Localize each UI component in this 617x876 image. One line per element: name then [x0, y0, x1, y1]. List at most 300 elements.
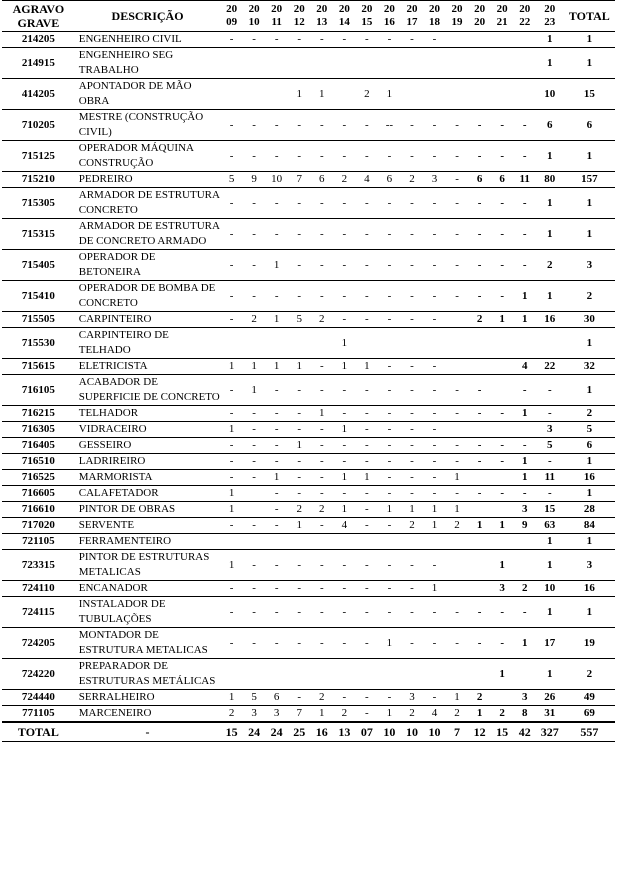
year-value: - — [401, 438, 424, 454]
year-value: 3 — [243, 706, 266, 723]
table-row — [2, 690, 615, 706]
year-value: - — [333, 281, 356, 312]
year-value: - — [468, 406, 491, 422]
year-value: - — [265, 486, 288, 502]
year-value — [491, 328, 514, 359]
year-value: - — [401, 375, 424, 406]
total-year-value: 15 — [491, 722, 514, 742]
year-value — [491, 48, 514, 79]
year-value — [468, 502, 491, 518]
year-value — [468, 359, 491, 375]
year-value: 9 — [243, 172, 266, 188]
agravo-code: 715315 — [2, 219, 75, 250]
year-value: 1 — [311, 79, 334, 110]
year-value: 1 — [536, 597, 564, 628]
year-value: - — [468, 141, 491, 172]
year-value: - — [446, 172, 469, 188]
year-value: 2 — [468, 690, 491, 706]
year-value: - — [243, 628, 266, 659]
year-value: - — [378, 406, 401, 422]
row-total: 1 — [564, 141, 615, 172]
agravo-code: 715405 — [2, 250, 75, 281]
agravo-code: 724205 — [2, 628, 75, 659]
year-value — [468, 48, 491, 79]
agravo-code: 716105 — [2, 375, 75, 406]
header-year: 20 12 — [288, 1, 311, 32]
year-value: -- — [378, 110, 401, 141]
year-value: 7 — [288, 706, 311, 723]
year-value: 1 — [401, 502, 424, 518]
year-value: 80 — [536, 172, 564, 188]
year-value: - — [243, 518, 266, 534]
table-row — [2, 32, 615, 48]
year-value: 7 — [288, 172, 311, 188]
year-value: - — [288, 690, 311, 706]
year-value — [491, 470, 514, 486]
year-value: - — [220, 406, 243, 422]
year-value: - — [423, 219, 446, 250]
year-value — [243, 48, 266, 79]
year-value — [243, 328, 266, 359]
year-value: - — [220, 312, 243, 328]
year-value: - — [423, 550, 446, 581]
year-value: - — [288, 250, 311, 281]
row-total: 30 — [564, 312, 615, 328]
year-value: 1 — [356, 470, 379, 486]
row-total: 28 — [564, 502, 615, 518]
year-value — [288, 534, 311, 550]
year-value: - — [311, 422, 334, 438]
year-value: 1 — [513, 312, 536, 328]
year-value: - — [491, 110, 514, 141]
total-year-value: 24 — [265, 722, 288, 742]
year-value: - — [491, 250, 514, 281]
year-value — [491, 422, 514, 438]
year-value: - — [288, 628, 311, 659]
occupation-description: FERRAMENTEIRO — [75, 534, 221, 550]
year-value: - — [243, 470, 266, 486]
year-value: - — [265, 141, 288, 172]
table-row — [2, 172, 615, 188]
total-desc: - — [75, 722, 221, 742]
year-value: 1 — [288, 438, 311, 454]
year-value: - — [220, 581, 243, 597]
year-value: 1 — [536, 659, 564, 690]
year-value: - — [265, 375, 288, 406]
year-value: 1 — [220, 502, 243, 518]
year-value: - — [468, 486, 491, 502]
year-value: - — [513, 375, 536, 406]
table-row — [2, 659, 615, 690]
year-value: 2 — [401, 706, 424, 723]
agravo-code: 716605 — [2, 486, 75, 502]
year-value: 1 — [311, 406, 334, 422]
year-value: - — [288, 486, 311, 502]
year-value: - — [378, 422, 401, 438]
year-value: 1 — [468, 518, 491, 534]
year-value: - — [513, 188, 536, 219]
year-value: - — [333, 141, 356, 172]
year-value: - — [423, 470, 446, 486]
row-total: 32 — [564, 359, 615, 375]
year-value: - — [288, 281, 311, 312]
year-value — [446, 359, 469, 375]
year-value: 11 — [536, 470, 564, 486]
year-value: - — [401, 250, 424, 281]
year-value: - — [265, 406, 288, 422]
occupation-table — [2, 0, 615, 742]
occupation-description: MARMORISTA — [75, 470, 221, 486]
year-value: 3 — [265, 706, 288, 723]
year-value: 5 — [243, 690, 266, 706]
agravo-code: 724440 — [2, 690, 75, 706]
header-year: 20 22 — [513, 1, 536, 32]
year-value: - — [265, 188, 288, 219]
year-value: - — [356, 502, 379, 518]
year-value — [311, 534, 334, 550]
year-value: - — [333, 690, 356, 706]
year-value: - — [378, 690, 401, 706]
year-value: 2 — [333, 172, 356, 188]
year-value: - — [243, 188, 266, 219]
year-value — [491, 32, 514, 48]
header-year: 20 19 — [446, 1, 469, 32]
year-value: - — [446, 486, 469, 502]
year-value: - — [423, 454, 446, 470]
year-value: - — [311, 32, 334, 48]
occupation-description: ENCANADOR — [75, 581, 221, 597]
year-value: - — [288, 141, 311, 172]
year-value — [288, 48, 311, 79]
year-value: 31 — [536, 706, 564, 723]
year-value: 1 — [536, 281, 564, 312]
year-value: - — [243, 281, 266, 312]
year-value: - — [265, 422, 288, 438]
year-value: - — [378, 454, 401, 470]
year-value — [401, 79, 424, 110]
year-value: 1 — [356, 359, 379, 375]
year-value: 2 — [513, 581, 536, 597]
table-row — [2, 375, 615, 406]
row-total: 6 — [564, 438, 615, 454]
agravo-code: 214205 — [2, 32, 75, 48]
year-value: - — [311, 454, 334, 470]
table-row — [2, 110, 615, 141]
year-value — [311, 48, 334, 79]
row-total: 1 — [564, 48, 615, 79]
year-value: - — [491, 281, 514, 312]
table-row — [2, 706, 615, 723]
year-value: 1 — [468, 706, 491, 723]
year-value: 2 — [491, 706, 514, 723]
year-value: 1 — [265, 470, 288, 486]
year-value: - — [356, 32, 379, 48]
year-value: - — [333, 550, 356, 581]
table-row — [2, 550, 615, 581]
year-value — [513, 79, 536, 110]
year-value: - — [378, 141, 401, 172]
table-row — [2, 359, 615, 375]
year-value: - — [356, 375, 379, 406]
year-value: 2 — [311, 502, 334, 518]
year-value: 1 — [491, 659, 514, 690]
occupation-description: TELHADOR — [75, 406, 221, 422]
year-value: - — [423, 188, 446, 219]
year-value — [468, 534, 491, 550]
year-value — [265, 534, 288, 550]
year-value: - — [243, 406, 266, 422]
year-value: 2 — [333, 706, 356, 723]
year-value: - — [243, 422, 266, 438]
row-total: 1 — [564, 328, 615, 359]
year-value: - — [288, 406, 311, 422]
year-value: - — [446, 454, 469, 470]
year-value: - — [288, 597, 311, 628]
agravo-code: 716405 — [2, 438, 75, 454]
table-row — [2, 518, 615, 534]
year-value: - — [356, 550, 379, 581]
year-value: 5 — [220, 172, 243, 188]
year-value: - — [333, 219, 356, 250]
year-value: - — [491, 438, 514, 454]
year-value: - — [243, 454, 266, 470]
total-year-value: 24 — [243, 722, 266, 742]
table-body — [2, 32, 615, 742]
year-value: - — [423, 312, 446, 328]
table-row — [2, 470, 615, 486]
year-value: - — [401, 406, 424, 422]
year-value — [265, 659, 288, 690]
occupation-description: OPERADOR MÁQUINA CONSTRUÇÃO — [75, 141, 221, 172]
year-value: - — [356, 188, 379, 219]
occupation-description: CALAFETADOR — [75, 486, 221, 502]
table-row — [2, 328, 615, 359]
occupation-description: OPERADOR DE BOMBA DE CONCRETO — [75, 281, 221, 312]
year-value — [378, 659, 401, 690]
year-value: - — [401, 32, 424, 48]
year-value: - — [265, 110, 288, 141]
year-value: - — [446, 110, 469, 141]
year-value: - — [468, 597, 491, 628]
table-row — [2, 534, 615, 550]
year-value: - — [423, 250, 446, 281]
year-value: - — [288, 188, 311, 219]
year-value: - — [468, 628, 491, 659]
year-value — [401, 659, 424, 690]
year-value: - — [265, 219, 288, 250]
year-value: 4 — [356, 172, 379, 188]
year-value: - — [356, 518, 379, 534]
year-value — [423, 659, 446, 690]
year-value: - — [468, 375, 491, 406]
year-value: 1 — [513, 406, 536, 422]
year-value: - — [220, 518, 243, 534]
year-value: 5 — [536, 438, 564, 454]
year-value: - — [423, 628, 446, 659]
year-value: - — [243, 110, 266, 141]
agravo-code: 715305 — [2, 188, 75, 219]
table-row — [2, 581, 615, 597]
year-value: 11 — [513, 172, 536, 188]
year-value: - — [311, 188, 334, 219]
table-row — [2, 486, 615, 502]
year-value: - — [220, 32, 243, 48]
year-value: - — [288, 422, 311, 438]
year-value: 1 — [243, 359, 266, 375]
year-value: - — [311, 359, 334, 375]
occupation-description: INSTALADOR DE TUBULAÇÕES — [75, 597, 221, 628]
year-value — [423, 48, 446, 79]
year-value: - — [378, 32, 401, 48]
year-value: - — [333, 312, 356, 328]
year-value: - — [378, 250, 401, 281]
year-value: - — [333, 486, 356, 502]
year-value: - — [220, 597, 243, 628]
table-row — [2, 628, 615, 659]
year-value — [513, 550, 536, 581]
year-value: - — [311, 486, 334, 502]
year-value: - — [333, 375, 356, 406]
agravo-code: 723315 — [2, 550, 75, 581]
occupation-description: PEDREIRO — [75, 172, 221, 188]
year-value — [513, 48, 536, 79]
year-value: 1 — [333, 502, 356, 518]
year-value: - — [401, 281, 424, 312]
year-value: - — [333, 628, 356, 659]
year-value: - — [491, 628, 514, 659]
year-value: - — [311, 470, 334, 486]
year-value — [243, 659, 266, 690]
row-total: 19 — [564, 628, 615, 659]
year-value: - — [356, 690, 379, 706]
year-value: - — [401, 550, 424, 581]
year-value: 1 — [378, 706, 401, 723]
year-value: - — [243, 250, 266, 281]
year-value: - — [265, 438, 288, 454]
year-value: 1 — [333, 470, 356, 486]
year-value: - — [378, 281, 401, 312]
year-value: 1 — [513, 470, 536, 486]
year-value: - — [536, 406, 564, 422]
year-value: - — [378, 438, 401, 454]
occupation-description: CARPINTEIRO DE TELHADO — [75, 328, 221, 359]
year-value: - — [356, 597, 379, 628]
year-value: 1 — [536, 534, 564, 550]
header-year: 20 23 — [536, 1, 564, 32]
year-value: - — [378, 486, 401, 502]
year-value: - — [378, 219, 401, 250]
year-value — [220, 79, 243, 110]
year-value: - — [401, 470, 424, 486]
year-value: - — [423, 375, 446, 406]
year-value: - — [333, 438, 356, 454]
year-value — [446, 581, 469, 597]
year-value — [513, 422, 536, 438]
year-value: - — [243, 550, 266, 581]
year-value — [513, 534, 536, 550]
year-value: - — [401, 454, 424, 470]
year-value — [536, 328, 564, 359]
year-value: - — [220, 375, 243, 406]
year-value: - — [423, 690, 446, 706]
total-label: TOTAL — [2, 722, 75, 742]
year-value — [491, 375, 514, 406]
occupation-description: MARCENEIRO — [75, 706, 221, 723]
row-total: 1 — [564, 534, 615, 550]
occupation-description: CARPINTEIRO — [75, 312, 221, 328]
year-value: - — [378, 312, 401, 328]
occupation-description: SERVENTE — [75, 518, 221, 534]
year-value — [446, 48, 469, 79]
total-year-value: 42 — [513, 722, 536, 742]
agravo-code: 716510 — [2, 454, 75, 470]
year-value: - — [311, 250, 334, 281]
year-value: 2 — [311, 690, 334, 706]
year-value: - — [423, 141, 446, 172]
year-value — [378, 328, 401, 359]
row-total: 6 — [564, 110, 615, 141]
agravo-code: 715530 — [2, 328, 75, 359]
year-value — [243, 534, 266, 550]
year-value: - — [401, 141, 424, 172]
grand-total: 557 — [564, 722, 615, 742]
year-value — [265, 48, 288, 79]
year-value: 16 — [536, 312, 564, 328]
header-year: 20 16 — [378, 1, 401, 32]
year-value: 3 — [401, 690, 424, 706]
year-value: - — [513, 597, 536, 628]
header-year: 20 21 — [491, 1, 514, 32]
year-value — [513, 659, 536, 690]
year-value: - — [401, 188, 424, 219]
year-value: - — [265, 550, 288, 581]
agravo-code: 771105 — [2, 706, 75, 723]
year-value: - — [378, 188, 401, 219]
year-value — [491, 359, 514, 375]
year-value: - — [446, 628, 469, 659]
header-year: 20 09 — [220, 1, 243, 32]
year-value — [378, 534, 401, 550]
year-value: 63 — [536, 518, 564, 534]
row-total: 1 — [564, 375, 615, 406]
year-value: 1 — [265, 359, 288, 375]
year-value: 1 — [265, 250, 288, 281]
year-value: - — [220, 470, 243, 486]
year-value: - — [423, 359, 446, 375]
table-row — [2, 406, 615, 422]
occupation-description: ENGENHEIRO CIVIL — [75, 32, 221, 48]
table-row — [2, 281, 615, 312]
table-row — [2, 48, 615, 79]
year-value — [243, 502, 266, 518]
year-value — [468, 79, 491, 110]
year-value: - — [446, 250, 469, 281]
total-year-value: 15 — [220, 722, 243, 742]
year-value: - — [378, 359, 401, 375]
year-value: - — [536, 486, 564, 502]
row-total: 84 — [564, 518, 615, 534]
year-value: - — [401, 219, 424, 250]
year-value: - — [446, 406, 469, 422]
year-value: - — [446, 281, 469, 312]
occupation-description: OPERADOR DE BETONEIRA — [75, 250, 221, 281]
year-value: 1 — [288, 79, 311, 110]
year-value: - — [356, 486, 379, 502]
agravo-code: 715125 — [2, 141, 75, 172]
agravo-code: 414205 — [2, 79, 75, 110]
year-value: 1 — [491, 312, 514, 328]
year-value: - — [491, 188, 514, 219]
